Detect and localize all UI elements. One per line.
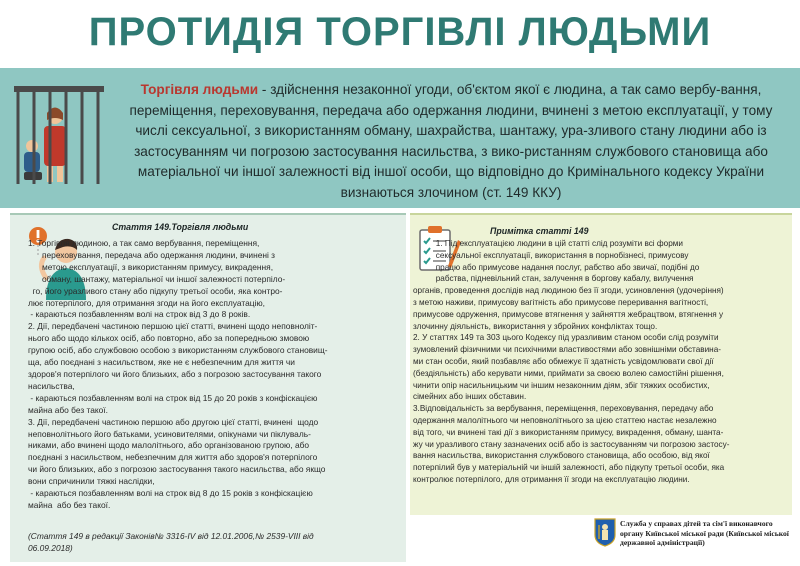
remark-body: 1. Під експлуатацією людини в цій статті слід розуміти всі форми сексуальної експлуатації, використання в порнобізнесі, примусову працю або примусове надання послуг, рабство або звичаї, подібні до рабства, підневільний стан, залучення в боргову кабалу, вилучення органів, проведення дослідів над людиною без її згоди, усиновлення (удочеріння) з метою наживи, примусову вагітність або примусове переривання вагітності, примусове одруження, примусове втягнення у зайняття жебрацтвом, втягнення у злочинну діяльність, використання у збройних конфліктах тощо. 2. У статтях 149 та 303 цього Кодексу під уразливим станом особи слід розуміти зумовлений фізичними чи психічними властивостями або зовнішніми обставина- ми стан особи, який позбавляє або обмежує її здатність усвідомлювати свої дії (бездіяльність) або керувати ними, приймати за своєю волею самостійні рішення, чинити опір насильницьким чи іншим незаконним діям, збіг тяжких особистих, сімейних або інших обставин. 3.Відповідальність за вербування, переміщення, переховування, передачу або одержання малолітнього чи неповнолітнього за цією статтею настає незалежно від того, чи вчинені такі дії з використанням примусу, викрадення, обману, шанта- жу чи уразливого стану зазначених осіб або із застосуванням чи погрозою застосу- вання насильства, використання службового становища, або особою, від якої потерпілий був у матеріальній чи іншій залежності, або підкупу третьої особи, яка контролює потерпілого, для отримання її згоди на експлуатацію людини. [413, 239, 730, 484]
kyiv-coat-of-arms-icon [594, 517, 616, 547]
definition-term: Торгівля людьми [140, 82, 259, 97]
prison-illustration [14, 86, 106, 186]
article-note: (Стаття 149 в редакції Законів№ 3316-IV від 12.01.2006,№ 2539-VIII від 06.09.2018) [28, 531, 314, 553]
footer-organization: Служба у справах дітей та сім'ї виконавчого органу Київської міської ради (Київської міської державної адміністрації) [620, 519, 789, 547]
definition-body: - здійснення незаконної угоди, об'єктом якої є людина, а так само вербу-вання, переміщення, переховування, передача або одержання людини, вчинені з метою експлуатації, у тому числі сексуальної, з використанням обману, шахрайства, шантажу, ура-зливого стану людини або із застосуванням чи погрозою застосування насильства, з вико-ристанням службового становища або матеріальної чи іншої залежності від іншої особи, що відповідно до Кримінального кодексу України визнаються злочином (ст. 149 ККУ) [129, 82, 773, 200]
article-body: 1. Торгівля людиною, а так само вербування, переміщення, переховування, передача або одержання людини, вчинені з метою експлуатації, з використанням примусу, викрадення, обману, шантажу, матеріальної чи іншої залежності потерпіло- го, його уразливого стану або підкупу третьої особи, яка контро- лює потерпілого, для отримання згоди на його експлуатацію, - караються позбавленням волі на строк від 3 до 8 років. 2. Дії, передбачені частиною першою цієї статті, вчинені щодо неповноліт- нього або щодо кількох осіб, або повторно, або за попередньою змовою групою осіб, або службовою особою з використанням службового становищ- ща, або поєднані з насильством, яке не є небезпечним для життя чи здоров'я потерпілого чи його близьких, або з погрозою застосування такого насильства, - караються позбавленням волі на строк від 15 до 20 років з конфіскацією майна або без такої. 3. Дії, передбачені частиною першою або другою цієї статті, вчинені щодо неповнолітнього його батьками, усиновителями, опікунами чи піклуваль- никами, або вчинені щодо малолітнього, або організованою групою, або поєднані з насильством, небезпечним для життя або здоров'я потерпілого чи його близьких, або з погрозою застосування такого насильства, або якщо вони спричинили тяжкі наслідки, - караються позбавленням волі на строк від 8 до 15 років з конфіскацією майна або без такої. [28, 238, 328, 510]
article-title: Стаття 149.Торгівля людьми [112, 222, 249, 232]
definition-text [116, 80, 786, 204]
page-title: ПРОТИДІЯ ТОРГІВЛІ ЛЮДЬМИ [88, 10, 712, 54]
remark-title: Примітка статті 149 [490, 226, 589, 236]
